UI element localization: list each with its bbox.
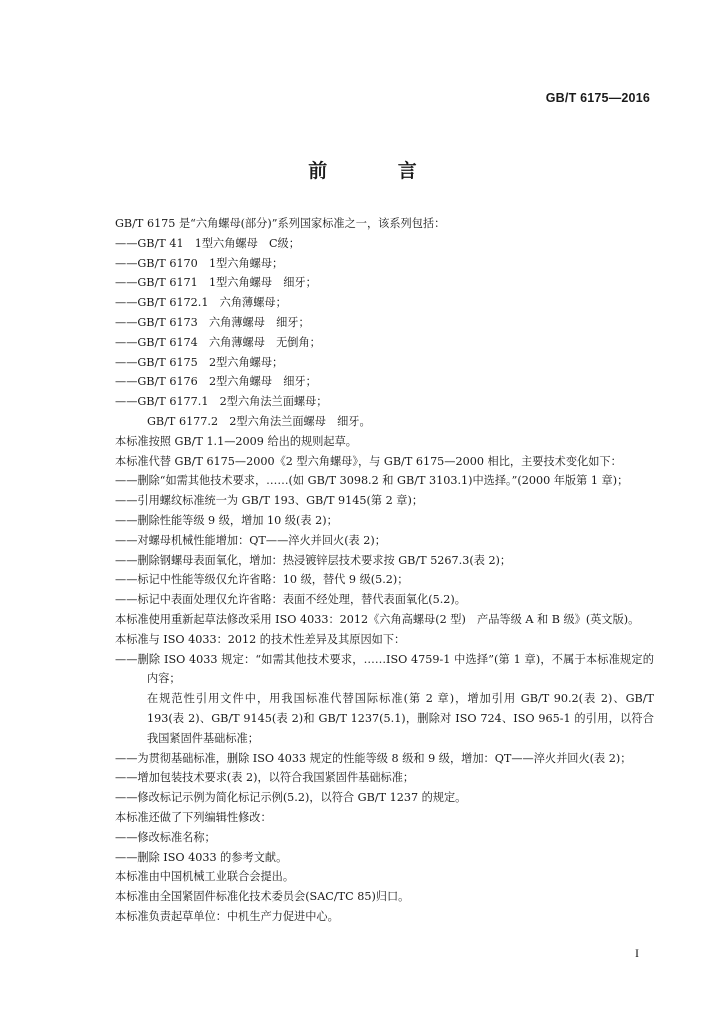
page-number: I xyxy=(635,946,639,960)
edit-item: ——修改标准名称； xyxy=(115,830,216,844)
list-item: ——GB/T 6170 1型六角螺母； xyxy=(115,256,284,270)
change-item: ——删除“如需其他技术要求，……(如 GB/T 3098.2 和 GB/T 3103.1)中选择。”(2000 年版第 1 章)； xyxy=(115,474,629,488)
difference-item: ——为贯彻基础标准，删除 ISO 4033 规定的性能等级 8 级和 9 级，增加：QT——淬火并回火(表 2)； xyxy=(115,751,632,765)
paragraph-replaces: 本标准代替 GB/T 6175—2000《2 型六角螺母》，与 GB/T 6175—2000 相比，主要技术变化如下： xyxy=(115,454,622,468)
foreword-body xyxy=(92,214,654,927)
edit-item: ——删除 ISO 4033 的参考文献。 xyxy=(115,850,288,864)
list-item: ——GB/T 6174 六角薄螺母 无倒角； xyxy=(115,335,321,349)
list-item: ——GB/T 6176 2型六角螺母 细牙； xyxy=(115,375,317,389)
change-item: ——引用螺纹标准统一为 GB/T 193、GB/T 9145(第 2 章)； xyxy=(115,494,424,508)
paragraph-differences: 本标准与 ISO 4033：2012 的技术性差异及其原因如下： xyxy=(115,632,406,646)
list-item: ——GB/T 6175 2型六角螺母； xyxy=(115,355,284,369)
list-item: ——GB/T 6173 六角薄螺母 细牙； xyxy=(115,315,310,329)
paragraph-intro: GB/T 6175 是“六角螺母(部分)”系列国家标准之一，该系列包括： xyxy=(115,217,446,230)
change-item: ——对螺母机械性能增加：QT——淬火并回火(表 2)； xyxy=(115,533,386,547)
change-item: ——标记中表面处理仅允许省略：表面不经处理，替代表面氧化(5.2)。 xyxy=(115,593,466,607)
paragraph-drafting-rules: 本标准按照 GB/T 1.1—2009 给出的规则起草。 xyxy=(115,434,357,448)
difference-item: ——增加包装技术要求(表 2)，以符合我国紧固件基础标准； xyxy=(115,771,415,785)
difference-item-continued: 在规范性引用文件中，用我国标准代替国际标准(第 2 章)，增加引用 GB/T 90.2(表 2)、GB/T 193(表 2)、GB/T 9145(表 2)和 GB/T 1237(5.1)，删除对 ISO 724、ISO 965-1 的引用，以符合我国紧固件基础标准； xyxy=(147,692,654,745)
change-item: ——删除性能等级 9 级，增加 10 级(表 2)； xyxy=(115,513,338,527)
list-item: ——GB/T 6172.1 六角薄螺母； xyxy=(115,296,287,310)
standard-number: GB/T 6175—2016 xyxy=(545,91,650,105)
paragraph-committee: 本标准由全国紧固件标准化技术委员会(SAC/TC 85)归口。 xyxy=(115,890,410,904)
list-item: ——GB/T 6177.1 2型六角法兰面螺母； xyxy=(115,395,328,409)
list-item: ——GB/T 41 1型六角螺母 C级； xyxy=(115,236,300,250)
paragraph-editorial: 本标准还做了下列编辑性修改： xyxy=(115,810,272,824)
list-item: GB/T 6177.2 2型六角法兰面螺母 细牙。 xyxy=(147,414,371,428)
list-item: ——GB/T 6171 1型六角螺母 细牙； xyxy=(115,276,317,290)
page-title: 前 言 xyxy=(308,160,449,182)
difference-item: ——删除 ISO 4033 规定：“如需其他技术要求，……ISO 4759-1 中选择”(第 1 章)，不属于本标准规定的内容； xyxy=(115,652,654,686)
paragraph-iso-adoption: 本标准使用重新起草法修改采用 ISO 4033：2012《六角高螺母(2 型) 产品等级 A 和 B 级》(英文版)。 xyxy=(115,612,640,626)
change-item: ——删除钢螺母表面氧化，增加：热浸镀锌层技术要求按 GB/T 5267.3(表 2)； xyxy=(115,553,512,567)
difference-item: ——修改标记示例为简化标记示例(5.2)，以符合 GB/T 1237 的规定。 xyxy=(115,791,467,805)
paragraph-drafting-unit: 本标准负责起草单位：中机生产力促进中心。 xyxy=(115,909,339,923)
change-item: ——标记中性能等级仅允许省略：10 级，替代 9 级(5.2)； xyxy=(115,573,409,587)
paragraph-proposer: 本标准由中国机械工业联合会提出。 xyxy=(115,870,295,884)
